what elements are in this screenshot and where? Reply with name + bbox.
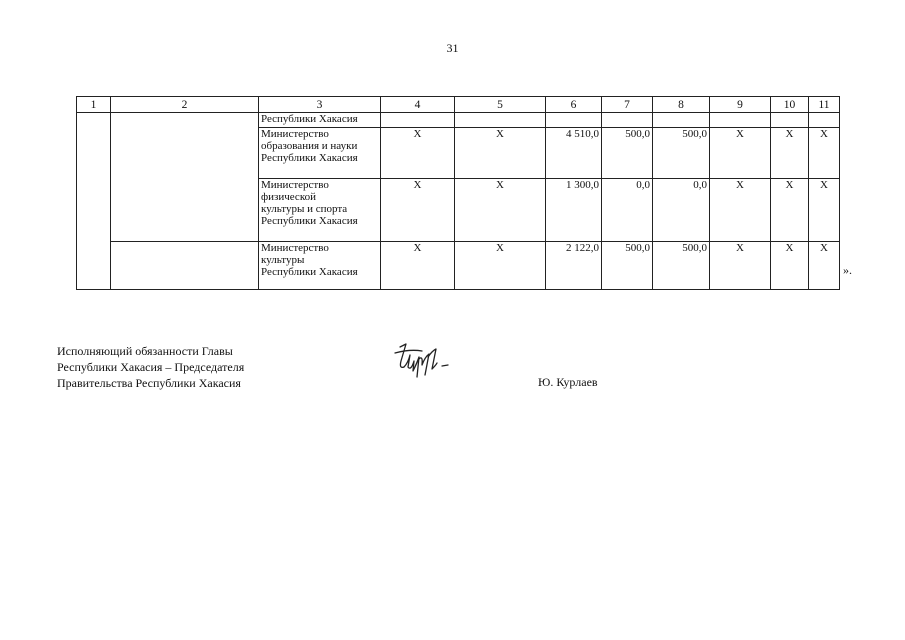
value-cell: Х xyxy=(710,128,771,179)
org-name-line: Республики Хакасия xyxy=(261,215,358,227)
value-cell: Х xyxy=(381,242,455,290)
value-cell: 1 300,0 xyxy=(546,179,602,242)
value-cell: 0,0 xyxy=(653,179,710,242)
table-cell xyxy=(111,128,259,179)
value-cell: Х xyxy=(771,242,809,290)
table-cell xyxy=(771,113,809,128)
value-cell: Х xyxy=(455,128,546,179)
value-cell: Х xyxy=(809,179,840,242)
table-cell xyxy=(710,113,771,128)
signer-name: Ю. Курлаев xyxy=(538,375,598,389)
table-cell xyxy=(111,113,259,128)
column-header: 5 xyxy=(455,97,546,113)
table-row xyxy=(77,113,840,128)
signatory-line: Правительства Республики Хакасия xyxy=(57,376,241,390)
value-cell: Х xyxy=(455,242,546,290)
value-cell: Х xyxy=(710,242,771,290)
table-header-row xyxy=(77,97,840,113)
table-cell xyxy=(77,242,111,290)
value-cell: 4 510,0 xyxy=(546,128,602,179)
value-cell: Х xyxy=(710,179,771,242)
closing-quote: ». xyxy=(843,263,852,277)
value-cell: 500,0 xyxy=(653,242,710,290)
signatory-line: Республики Хакасия – Председателя xyxy=(57,360,245,374)
value-cell: 500,0 xyxy=(602,242,653,290)
handwritten-signature xyxy=(392,341,458,388)
table-row xyxy=(77,128,840,179)
value-cell: 0,0 xyxy=(602,179,653,242)
column-header: 1 xyxy=(77,97,111,113)
org-name-line: физической xyxy=(261,191,316,203)
table-cell xyxy=(77,113,111,128)
org-name-cell xyxy=(259,242,381,290)
column-header: 9 xyxy=(710,97,771,113)
org-name-line: образования и науки xyxy=(261,140,358,152)
table-cell xyxy=(653,113,710,128)
table-cell xyxy=(602,113,653,128)
table-row xyxy=(77,179,840,242)
table-cell xyxy=(77,179,111,242)
value-cell: Х xyxy=(381,128,455,179)
org-name-line: Министерство xyxy=(261,128,329,140)
column-header: 8 xyxy=(653,97,710,113)
org-name-line: Министерство xyxy=(261,179,329,191)
org-name-line: Республики Хакасия xyxy=(261,152,358,164)
signatory-title xyxy=(57,343,244,391)
column-header: 10 xyxy=(771,97,809,113)
org-name-continuation: Республики Хакасия xyxy=(259,113,381,128)
page-number: 31 xyxy=(446,41,459,55)
value-cell: 500,0 xyxy=(653,128,710,179)
table-cell xyxy=(77,128,111,179)
org-name-line: Министерство xyxy=(261,242,329,254)
org-name-cell xyxy=(259,128,381,179)
value-cell: Х xyxy=(381,179,455,242)
value-cell: Х xyxy=(771,128,809,179)
column-header: 6 xyxy=(546,97,602,113)
org-name-cell xyxy=(259,179,381,242)
column-header: 7 xyxy=(602,97,653,113)
org-name-line: культуры и спорта xyxy=(261,203,348,215)
column-header: 4 xyxy=(381,97,455,113)
org-name-line: культуры xyxy=(261,254,305,266)
value-cell: Х xyxy=(809,242,840,290)
column-header: 2 xyxy=(111,97,259,113)
column-header: 3 xyxy=(259,97,381,113)
column-header: 11 xyxy=(809,97,840,113)
budget-table xyxy=(76,96,840,290)
signatory-line: Исполняющий обязанности Главы xyxy=(57,344,233,358)
value-cell: Х xyxy=(455,179,546,242)
table-cell xyxy=(111,179,259,242)
table-cell xyxy=(111,242,259,290)
signature-icon xyxy=(392,341,458,383)
table-cell xyxy=(455,113,546,128)
table-row xyxy=(77,242,840,290)
value-cell: Х xyxy=(771,179,809,242)
value-cell: 500,0 xyxy=(602,128,653,179)
table-cell xyxy=(546,113,602,128)
table-cell xyxy=(809,113,840,128)
table-cell xyxy=(381,113,455,128)
value-cell: 2 122,0 xyxy=(546,242,602,290)
org-name-line: Республики Хакасия xyxy=(261,266,358,278)
value-cell: Х xyxy=(809,128,840,179)
